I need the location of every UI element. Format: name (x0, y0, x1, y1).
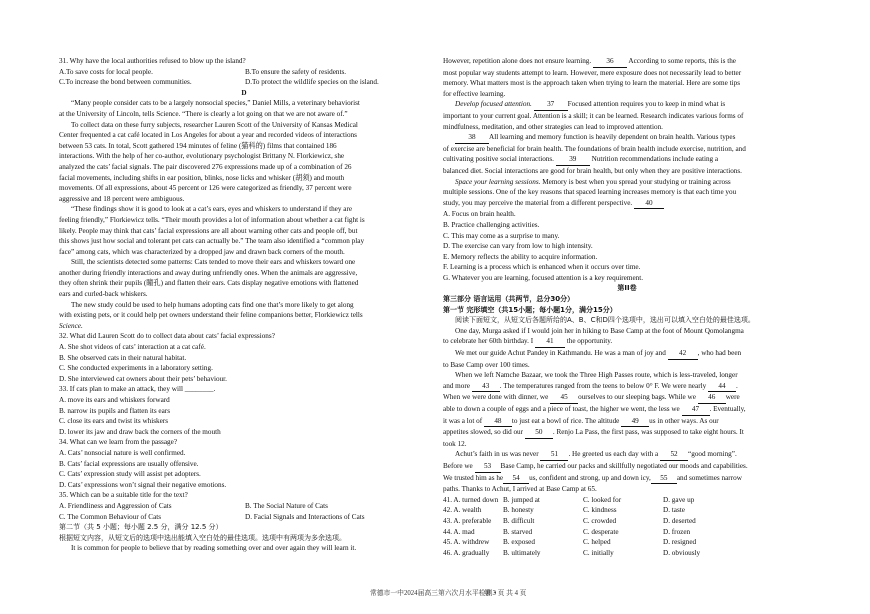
cloze-text: and sometimes narrow (676, 473, 742, 482)
cloze-line-9 (443, 416, 811, 428)
passage-7-line-14 (443, 198, 811, 210)
q31-option-c: C.To increase the bond between communities. (59, 78, 192, 87)
cloze-text: to just eat a bowl of rice. The altitude (511, 416, 620, 425)
cloze-answer-option: 44. A. mad (443, 527, 475, 536)
blank-49: 49 (621, 416, 649, 428)
section-2-instructions: 根据短文内容，从短文后的选项中选出能填入空白处的最佳选项。选项中有两项为多余选项。 (59, 533, 346, 542)
blank-55: 55 (651, 473, 677, 485)
paragraph-line: with existing pets, or it could help pet owners understand their feline companions better, Florkiewicz tells (59, 311, 363, 320)
cloze-answer-option: 45. A. withdrew (443, 538, 490, 547)
paragraph-line: between 53 cats. In total, Scott gathered 194 minutes of feline (猫科的) films that contained 186 (59, 141, 337, 150)
cloze-line-2 (443, 336, 811, 348)
cloze-answer-option: 42. A. wealth (443, 506, 482, 515)
cloze-text: Before we (443, 461, 473, 470)
paragraph-line: interactions. With the help of her co-author, evolutionary psychologist Brittany N. Florkiewicz, she (59, 152, 345, 161)
passage-7-line-11: balanced diet. Social interactions are good for brain health, but only when they are positive interactions. (443, 166, 742, 175)
paragraph-line: they often shrink their pupils (瞳孔) and flatten their ears. Cats display negative emotions with flattened (59, 279, 359, 288)
q33-blank: ________. (184, 385, 216, 394)
cloze-line-4: to Base Camp over 100 times. (443, 360, 530, 369)
q34-option-d: D. Cats’ expressions won’t signal their negative emotions. (59, 480, 227, 489)
cloze-answer-option: B. starved (503, 527, 533, 536)
cloze-answer-option: D. obviously (663, 548, 701, 557)
q31-option-b: B.To ensure the safety of residents. (245, 67, 347, 76)
volume-2-title: 第II卷 (617, 284, 637, 293)
blank-48: 48 (484, 416, 512, 428)
cloze-text: appetites slowed, so did our (443, 428, 524, 437)
cloze-line-14 (443, 473, 811, 485)
q32-option-c: C. She conducted experiments in a laboratory setting. (59, 364, 213, 373)
cloze-text: When we were done with dinner, we (443, 393, 549, 402)
cloze-answer-option: C. initially (583, 548, 614, 557)
q34-option-b: B. Cats’ facial expressions are usually offensive. (59, 459, 199, 468)
option-a: A. Focus on brain health. (443, 210, 516, 219)
passage-7-text: However, repetition alone does not ensure learning. (443, 57, 592, 65)
q35-option-d: D. Facial Signals and Interactions of Cats (245, 512, 365, 521)
cloze-text: us, confident and strong, up and down icy, (529, 473, 651, 482)
cloze-answer-option: B. honesty (503, 506, 534, 515)
q33-stem: 33. If cats plan to make an attack, they will (59, 385, 183, 394)
option-c: C. This may come as a surprise to many. (443, 231, 560, 240)
passage-d-paragraph-5 (59, 300, 429, 321)
cloze-text: to celebrate her 60th birthday. I (443, 337, 534, 346)
cloze-answer-option: D. resigned (663, 538, 697, 547)
q35-options-row2 (59, 512, 429, 523)
cloze-answer-option: 41. A. turned down (443, 495, 499, 504)
cloze-answer-option: D. taste (663, 506, 685, 515)
cloze-text: were (725, 393, 740, 402)
q33-option-d: D. lower its jaw and draw back the corners of the mouth (59, 427, 221, 436)
passage-7-line-6: important to your current goal. Attention is a skill; it can be learned. Research indicates various forms of (443, 111, 744, 120)
right-column (443, 56, 811, 558)
passage-7-text: Focused attention requires you to keep in mind what is (567, 100, 726, 109)
cloze-answer-option: 46. A. gradually (443, 548, 490, 557)
section-2-title: 第二节（共 5 小题；每小题 2.5 分，满分 12.5 分） (59, 523, 223, 532)
passage-d-paragraph-3 (59, 204, 429, 257)
passage-7-line-1 (443, 56, 811, 68)
cloze-answer-row (443, 495, 811, 506)
paragraph-line: movements. Of all expressions, about 45 percent or 126 were categorized as friendly, 37 percent were (59, 184, 352, 193)
passage-d-paragraph-4 (59, 257, 429, 299)
paragraph-line: “Many people consider cats to be a largely nonsocial species,” Daniel Mills, a veterinary behaviorist (71, 99, 360, 108)
cloze-answer-option: C. looked for (583, 495, 622, 504)
paragraph-line: face” among cats, which was characterized by a dropped jaw and drawn back corners of the mouth. (59, 247, 345, 256)
blank-47: 47 (682, 404, 710, 416)
cloze-text: Achut’s faith in us was never (455, 450, 539, 459)
cloze-text: Base Camp, he carried our packs and skillfully negotiated our moods and capabilities. (500, 461, 748, 470)
option-e: E. Memory reflects the ability to acquire information. (443, 252, 598, 261)
passage-7-text: cultivating positive social interactions. (443, 155, 554, 164)
cloze-instructions: 阅读下面短文，从短文后各题所给的A、B、C和D四个选项中，选出可以填入空白处的最佳选项。 (455, 316, 755, 325)
blank-44: 44 (708, 381, 736, 393)
cloze-text: . He greeted us each day with a (568, 450, 659, 459)
passage-7-text: study, you may perceive the material from a different perspective. (443, 198, 633, 207)
cloze-answer-options (443, 495, 811, 559)
cloze-line-6 (443, 381, 811, 393)
q35-stem: 35. Which can be a suitable title for the text? (59, 491, 188, 500)
q32-option-b: B. She observed cats in their natural habitat. (59, 353, 187, 362)
blank-54: 54 (503, 473, 529, 485)
paragraph-line: Still, the scientists detected some patterns: Cats tended to move their ears and whiskers toward one (71, 258, 356, 267)
blank-41: 41 (535, 336, 565, 348)
passage-7-line-10 (443, 154, 811, 166)
subheading-space-your-learning: Space your learning sessions. (455, 177, 541, 186)
passage-d-paragraph-1 (59, 98, 429, 119)
cloze-text: ourselves to our sleeping bags. While we (578, 393, 696, 402)
q31-stem: 31. Why have the local authorities refused to blow up the island? (59, 57, 246, 65)
q33-stem-line (59, 384, 429, 395)
subheading-develop-focused-attention: Develop focused attention. (455, 100, 532, 109)
passage-7-text: Memory is best when you spread your studying or training across (542, 177, 731, 186)
cloze-text: “good morning”. (688, 450, 737, 459)
passage-7-first-line: It is common for people to believe that by reading something over and over again they will learn it. (71, 544, 357, 553)
cloze-text: . Eventually, (709, 405, 746, 413)
passage-7-line-12 (443, 177, 811, 188)
blank-40: 40 (634, 198, 664, 210)
cloze-text: able to down a couple of eggs and a piece of toast, the higher we went, the less we (443, 405, 680, 413)
blank-38: 38 (455, 132, 489, 144)
cloze-answer-option: B. jumped at (503, 495, 540, 504)
cloze-answer-row (443, 548, 811, 559)
passage-7-line-13: multiple sessions. One of the key reasons that spaced learning increases memory is that each time you (443, 188, 737, 197)
paragraph-line: “These findings show it is good to look at a cat’s ears, eyes and whiskers to understand if they are (71, 205, 353, 214)
paragraph-line: aggressive and 18 percent were ambiguous. (59, 194, 185, 203)
blank-51: 51 (540, 449, 568, 461)
passage-7-line-5 (443, 99, 811, 111)
q33-option-b: B. narrow its pupils and flatten its ears (59, 406, 170, 415)
cloze-line-11: took 12. (443, 439, 467, 448)
q34-option-c: C. Cats’ expression study will assist pet adopters. (59, 470, 201, 479)
q34-option-a: A. Cats’ nonsocial nature is well confirmed. (59, 448, 186, 457)
cloze-answer-option: B. difficult (503, 516, 535, 525)
passage-7-text: All learning and memory function is heavily dependent on brain health. Various types (489, 133, 736, 142)
cloze-answer-option: B. ultimately (503, 548, 541, 557)
cloze-answer-option: C. desperate (583, 527, 619, 536)
paragraph-line: this shows just how social and tolerant pet cats can actually be.” The team also identified a “common play (59, 237, 365, 246)
blank-46: 46 (698, 392, 726, 404)
passage-7-text: Nutrition recommendations include eating a (591, 155, 719, 164)
paragraph-line: at the University of Lincoln, tells Science. “There is clearly a lot going on that we are not aware of.” (59, 109, 348, 118)
cloze-answer-option: D. deserted (663, 516, 696, 525)
cloze-answer-option: 43. A. preferable (443, 516, 492, 525)
cloze-answer-option: C. helped (583, 538, 611, 547)
passage-7-line-3: memory. What matters most is the approach taken when trying to learn the material. Here are some tips (443, 79, 740, 88)
cloze-text: us in other ways. As our (649, 416, 719, 425)
cloze-text: and more (443, 381, 470, 390)
passage-7-line-4: for effective learning. (443, 89, 506, 98)
passage-7-line-8 (443, 132, 811, 144)
cloze-answer-row (443, 537, 811, 548)
blank-39: 39 (556, 154, 590, 166)
paragraph-line: analyzed the cats’ facial signals. The pair discovered 276 expressions made up of a combination of 26 (59, 162, 352, 171)
blank-36: 36 (593, 56, 627, 68)
option-b: B. Practice challenging activities. (443, 220, 540, 229)
q31-options-row2 (59, 77, 429, 88)
option-f: F. Learning is a process which is enhanced when it occurs over time. (443, 263, 641, 272)
q35-option-c: C. The Common Behaviour of Cats (59, 512, 162, 521)
left-column (59, 56, 429, 554)
paragraph-line: likely. People may think that cats’ facial expressions are all about warning other cats and people off, but (59, 226, 358, 235)
q32-stem: 32. What did Lauren Scott do to collect data about cats’ facial expressions? (59, 332, 275, 341)
cloze-answer-row (443, 527, 811, 538)
blank-50: 50 (525, 427, 553, 439)
passage-7-line-7: mindfulness, meditation, and other strategies can lead to improved attention. (443, 122, 663, 131)
q35-option-b: B. The Social Nature of Cats (245, 501, 328, 510)
option-d: D. The exercise can vary from low to high intensity. (443, 242, 593, 251)
passage-7-line-2: most popular way students attempt to learn. However, mere exposure does not necessarily lead to better (443, 68, 742, 77)
passage-7-text: According to some reports, this is the (628, 57, 737, 65)
blank-52: 52 (660, 449, 688, 461)
cloze-line-13 (443, 461, 811, 473)
cloze-line-1: One day, Murga asked if I would join her in hiking to Base Camp at the foot of Mount Qomolangma (455, 326, 744, 335)
part-3-title: 第三部分 语言运用（共两节，总分30分） (443, 295, 575, 304)
cloze-line-3 (443, 348, 811, 360)
cloze-text: . (735, 381, 738, 390)
option-g: G. Whatever you are learning, focused attention is a key requirement. (443, 273, 644, 282)
q32-option-d: D. She interviewed cat owners about their pets’ behaviour. (59, 374, 227, 383)
q35-option-a: A. Friendliness and Aggression of Cats (59, 501, 172, 510)
paragraph-line: To collect data on these furry subjects, researcher Lauren Scott of the University of Kansas Medical (71, 120, 358, 129)
paragraph-line: ears and curled-back whiskers. (59, 290, 148, 299)
q34-stem: 34. What can we learn from the passage? (59, 438, 178, 447)
passage-d-label: D (241, 88, 247, 97)
cloze-answer-row (443, 516, 811, 527)
blank-43: 43 (472, 381, 500, 393)
passage-7-line-9: of exercise are beneficial for brain health. The foundations of brain health include exercise, nutrition, and (443, 144, 746, 153)
paragraph-line: The new study could be used to help humans adopting cats find one that’s more likely to get along (71, 300, 354, 309)
cloze-line-5: When we left Namche Bazaar, we took the Three High Passes route, which is less-traveled, longer (455, 371, 738, 380)
cloze-line-7 (443, 392, 811, 404)
cloze-line-8 (443, 404, 811, 416)
cloze-text: We met our guide Achut Pandey in Kathmandu. He was a man of joy and (455, 349, 666, 358)
blank-45: 45 (550, 392, 578, 404)
cloze-answer-option: C. crowded (583, 516, 617, 525)
cloze-text: We trusted him as he (443, 473, 504, 482)
cloze-line-12 (443, 449, 811, 461)
cloze-line-10 (443, 427, 811, 439)
q33-option-c: C. close its ears and twist its whiskers (59, 417, 168, 426)
cloze-text: the opportunity. (566, 337, 613, 346)
paragraph-line: feeling friendly,” Florkiewicz tells. “Their mouth provides a lot of information about whether a cat fight is (59, 215, 365, 224)
blank-53: 53 (475, 461, 501, 473)
cloze-answer-option: D. frozen (663, 527, 691, 536)
cloze-text: . Renjo La Pass, the first pass, was supposed to take eight hours. It (552, 428, 744, 437)
passage-d-source: Science. (59, 321, 83, 330)
q31-option-a: A.To save costs for local people. (59, 67, 153, 76)
paragraph-line: Center frequented a cat café located in Los Angeles for about a year and recorded videos of interactions (59, 131, 357, 140)
cloze-text: . The temperatures ranged from the teens to below 0° F. We were nearly (499, 381, 707, 390)
blank-37: 37 (534, 99, 568, 111)
q35-options-row1 (59, 501, 429, 512)
q33-option-a: A. move its ears and whiskers forward (59, 396, 170, 404)
footer-page-number: 第 3 页 共 4 页 (484, 590, 527, 597)
footer-exam-title: 常德市一中2024届高三第六次月水平检测 • (370, 590, 497, 597)
cloze-answer-option: D. gave up (663, 495, 695, 504)
q31-option-d: D.To protect the wildlife species on the island. (245, 78, 379, 87)
passage-d-paragraph-2 (59, 120, 429, 205)
cloze-line-15: paths. Thanks to Achut, I arrived at Base Camp at 65. (443, 485, 597, 494)
cloze-answer-row (443, 505, 811, 516)
q31-options-row1 (59, 67, 429, 78)
cloze-answer-option: B. exposed (503, 538, 535, 547)
paragraph-line: another during friendly interactions and away during unfriendly ones. When the animals are aggressive, (59, 268, 358, 277)
cloze-text: , who had been (697, 349, 742, 358)
q32-option-a: A. She shot videos of cats’ interaction at a cat café. (59, 343, 206, 352)
cloze-text: it was a lot of (443, 416, 483, 425)
blank-42: 42 (668, 348, 698, 360)
cloze-answer-option: C. kindness (583, 506, 617, 515)
cloze-section-title: 第一节 完形填空（共15小题；每小题1分，满分15分） (443, 305, 617, 314)
paragraph-line: facial movements, including shifts in ear position, blinks, nose licks and whisker (胡须) and mouth (59, 173, 345, 182)
